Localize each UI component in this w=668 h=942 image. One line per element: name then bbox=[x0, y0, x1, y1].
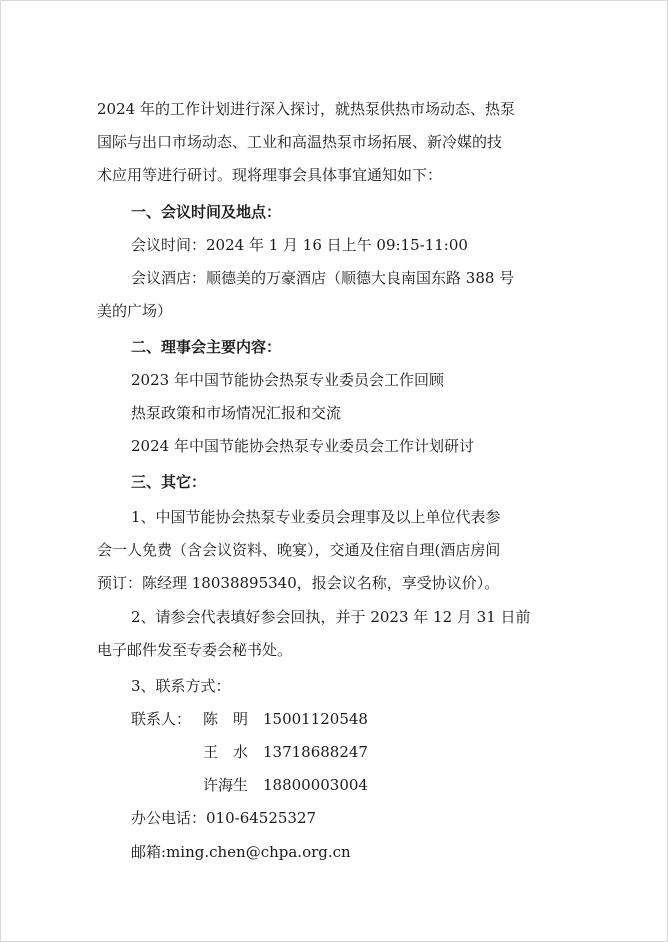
section1-heading: 一、会议时间及地点： bbox=[131, 203, 282, 221]
intro-line-2: 国际与出口市场动态、工业和高温热泵市场拓展、新冷媒的技 bbox=[97, 133, 503, 151]
contact-phone-3: 18800003004 bbox=[263, 776, 368, 794]
meeting-hotel-line-1: 会议酒店：顺德美的万豪酒店（顺德大良南国东路 388 号 bbox=[131, 269, 515, 287]
agenda-item-2: 热泵政策和市场情况汇报和交流 bbox=[131, 404, 342, 422]
other-item1-line-1: 1、中国节能协会热泵专业委员会理事及以上单位代表参 bbox=[131, 508, 501, 526]
other-item2-line-1: 2、请参会代表填好参会回执，并于 2023 年 12 月 31 日前 bbox=[131, 608, 531, 626]
section2-heading: 二、理事会主要内容： bbox=[131, 338, 282, 356]
section3-heading: 三、其它： bbox=[131, 473, 207, 491]
other-item1-line-2: 会一人免费（含会议资料、晚宴），交通及住宿自理(酒店房间 bbox=[97, 541, 501, 559]
contact-name-3: 许海生 bbox=[203, 776, 249, 794]
other-item1-line-3: 预订：陈经理 18038895340，报会议名称，享受协议价）。 bbox=[97, 574, 500, 592]
contact-name-1: 陈 明 bbox=[203, 710, 249, 728]
agenda-item-3: 2024 年中国节能协会热泵专业委员会工作计划研讨 bbox=[131, 437, 474, 455]
other-item2-line-2: 电子邮件发至专委会秘书处。 bbox=[97, 641, 293, 659]
agenda-item-1: 2023 年中国节能协会热泵专业委员会工作回顾 bbox=[131, 371, 444, 389]
contact-heading: 3、联系方式： bbox=[131, 677, 231, 695]
intro-line-1: 2024 年的工作计划进行深入探讨，就热泵供热市场动态、热泵 bbox=[97, 100, 515, 118]
contacts-label: 联系人： bbox=[131, 710, 192, 728]
meeting-hotel-line-2: 美的广场） bbox=[97, 302, 173, 320]
office-phone: 办公电话：010-64525327 bbox=[131, 809, 317, 827]
contact-name-2: 王 水 bbox=[203, 743, 249, 761]
contact-email: 邮箱:ming.chen@chpa.org.cn bbox=[131, 843, 351, 861]
contact-phone-2: 13718688247 bbox=[263, 743, 368, 761]
contact-phone-1: 15001120548 bbox=[263, 710, 368, 728]
intro-line-3: 术应用等进行研讨。现将理事会具体事宜通知如下： bbox=[97, 166, 443, 184]
meeting-time: 会议时间：2024 年 1 月 16 日上午 09:15-11:00 bbox=[131, 236, 468, 254]
